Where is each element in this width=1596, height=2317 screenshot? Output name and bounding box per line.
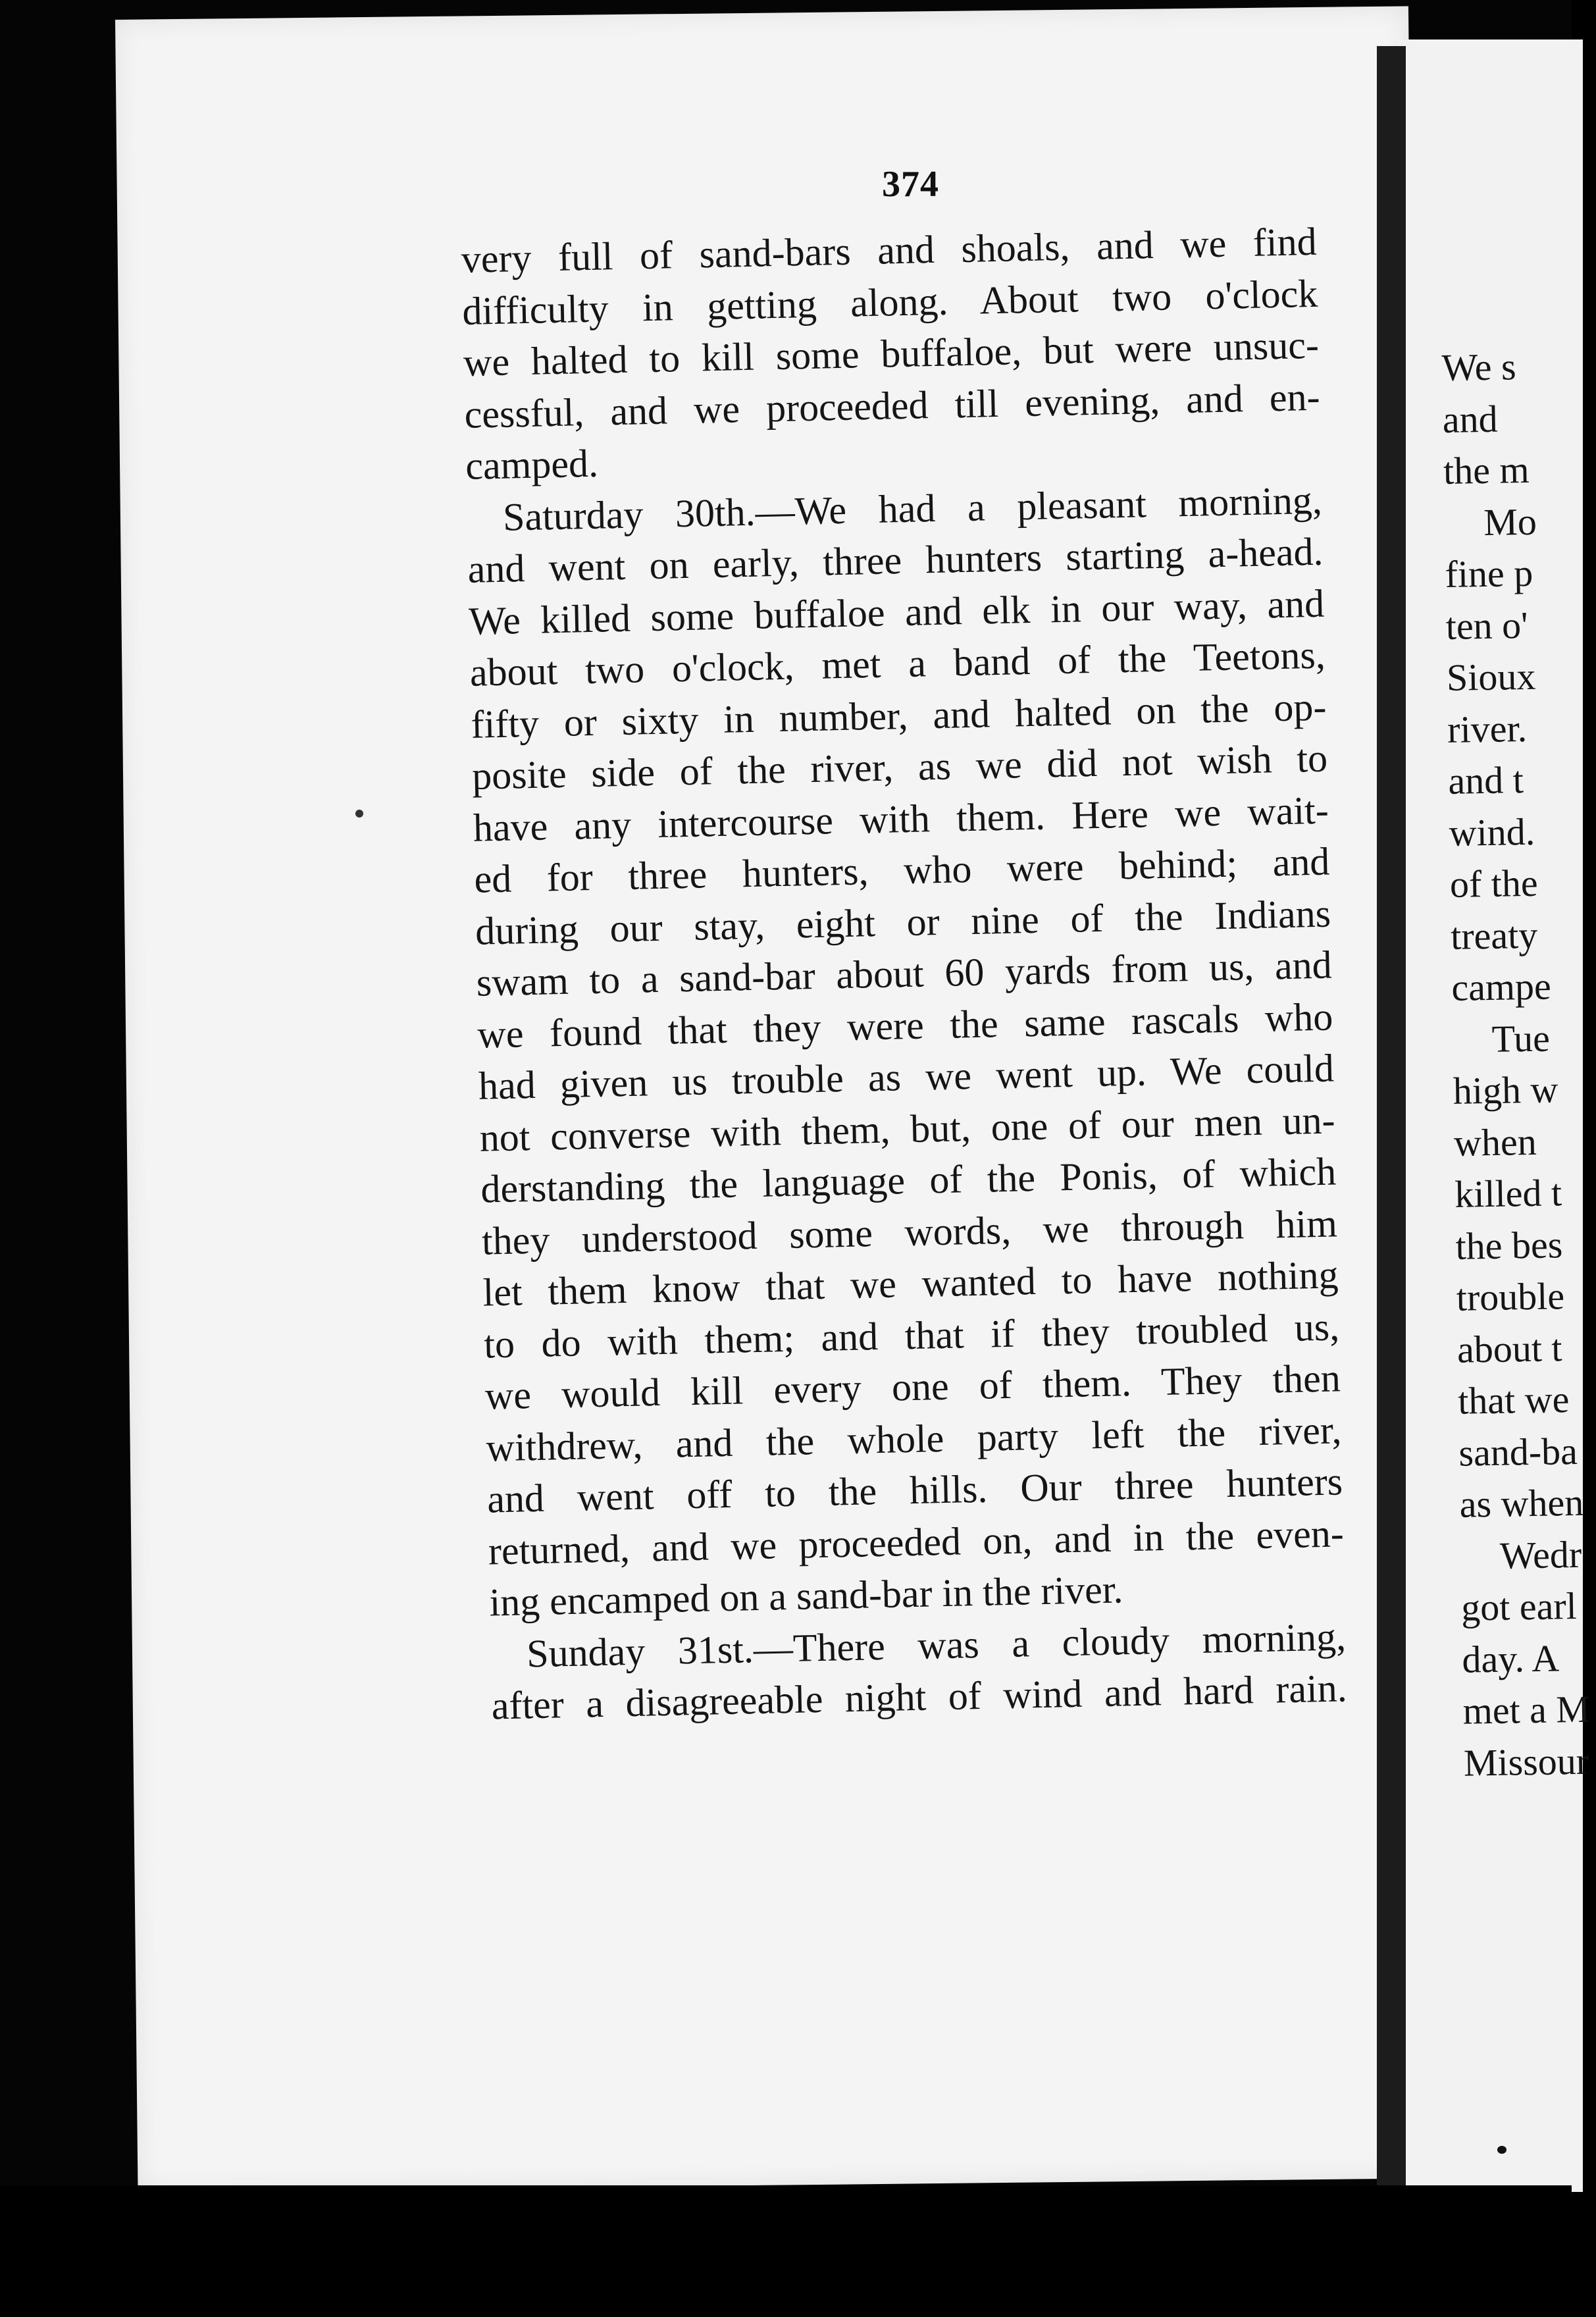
paper-speck [1497, 2146, 1506, 2154]
facing-text-line: the bes [1455, 1222, 1563, 1268]
facing-text-line: Missour [1463, 1739, 1589, 1784]
text-line: they understood some words, we through him [481, 1201, 1338, 1263]
facing-text-line: Mo [1483, 500, 1537, 544]
text-line: we halted to kill some buffaloe, but were unsuc- [463, 323, 1320, 384]
text-line: withdrew, and the whole party left the river, [485, 1407, 1343, 1470]
facing-text-line: that we [1457, 1378, 1570, 1422]
text-line: camped. [465, 441, 599, 488]
text-line: very full of sand-bars and shoals, and we find [461, 219, 1318, 281]
text-line: derstanding the language of the Ponis, of which [480, 1149, 1337, 1211]
text-line: have any intercourse with them. Here we wait- [473, 788, 1329, 850]
facing-text-line: and [1442, 397, 1499, 441]
facing-text-line: river. [1447, 706, 1528, 751]
text-line: not converse with them, but, one of our men un- [479, 1097, 1336, 1160]
scan-bottom-edge [0, 2185, 1572, 2317]
text-line: during our stay, eight or nine of the Indians [475, 891, 1331, 953]
text-line: about two o'clock, met a band of the Teetons, [469, 633, 1326, 694]
text-line: difficulty in getting along. About two o'clock [461, 271, 1318, 333]
text-line: returned, and we proceeded on, and in the even- [488, 1511, 1345, 1573]
facing-text-line: fine p [1445, 551, 1533, 596]
facing-text-line: about t [1456, 1326, 1563, 1371]
text-line: fifty or sixty in number, and halted on the op- [470, 685, 1327, 746]
facing-text-line: day. A [1461, 1636, 1560, 1681]
text-line: swam to a sand-bar about 60 yards from us, and [476, 943, 1333, 1004]
facing-text-line: wind. [1449, 810, 1535, 854]
text-line: We killed some buffaloe and elk in our way, and [468, 581, 1325, 643]
page-body-text [461, 216, 1347, 1732]
text-line: Sunday 31st.—There was a cloudy morning, [526, 1614, 1347, 1675]
facing-text-line: killed t [1454, 1171, 1562, 1216]
facing-text-line: of the [1449, 861, 1539, 906]
paper-speck [355, 810, 363, 818]
facing-text-line: ten o' [1445, 603, 1529, 648]
facing-page-text [1441, 340, 1596, 1789]
facing-text-line: and t [1447, 758, 1524, 802]
facing-text-line: treaty [1450, 913, 1538, 958]
text-line: let them know that we wanted to have nothing [482, 1253, 1339, 1315]
text-line: cessful, and we proceeded till evening, and en- [464, 375, 1321, 436]
facing-text-line: Tue [1491, 1016, 1551, 1060]
facing-text-line: Wedr [1499, 1532, 1582, 1577]
text-line: and went on early, three hunters starting a-head. [467, 529, 1324, 591]
facing-text-line: the m [1443, 448, 1530, 492]
facing-text-line: sand-ba [1458, 1429, 1578, 1474]
text-line: to do with them; and that if they troubled us, [483, 1304, 1340, 1367]
book-gutter [1377, 46, 1406, 2192]
facing-text-line: We s [1441, 345, 1517, 389]
text-line: after a disagreeable night of wind and hard rain. [491, 1666, 1348, 1728]
facing-text-line: campe [1451, 964, 1552, 1009]
facing-text-line: trouble [1456, 1274, 1565, 1319]
text-line: and went off to the hills. Our three hunters [486, 1459, 1343, 1521]
facing-text-line: high w [1453, 1068, 1558, 1112]
facing-text-line: got earl [1460, 1584, 1578, 1629]
text-line: ing encamped on a sand-bar in the river. [488, 1567, 1124, 1625]
text-line: we found that they were the same rascals who [476, 995, 1333, 1056]
text-line: Saturday 30th.—We had a pleasant morning, [502, 478, 1323, 539]
text-line: had given us trouble as we went up. We could [478, 1046, 1335, 1108]
facing-text-line: as when [1459, 1480, 1584, 1526]
text-line: posite side of the river, as we did not wish to [471, 736, 1328, 798]
page-number: 374 [882, 164, 939, 205]
text-line: we would kill every one of them. They then [484, 1356, 1341, 1418]
facing-text-line: met a M [1462, 1687, 1591, 1732]
facing-text-line: Sioux [1446, 654, 1536, 699]
facing-text-line: when [1453, 1120, 1537, 1164]
text-line: ed for three hunters, who were behind; and [473, 839, 1330, 901]
